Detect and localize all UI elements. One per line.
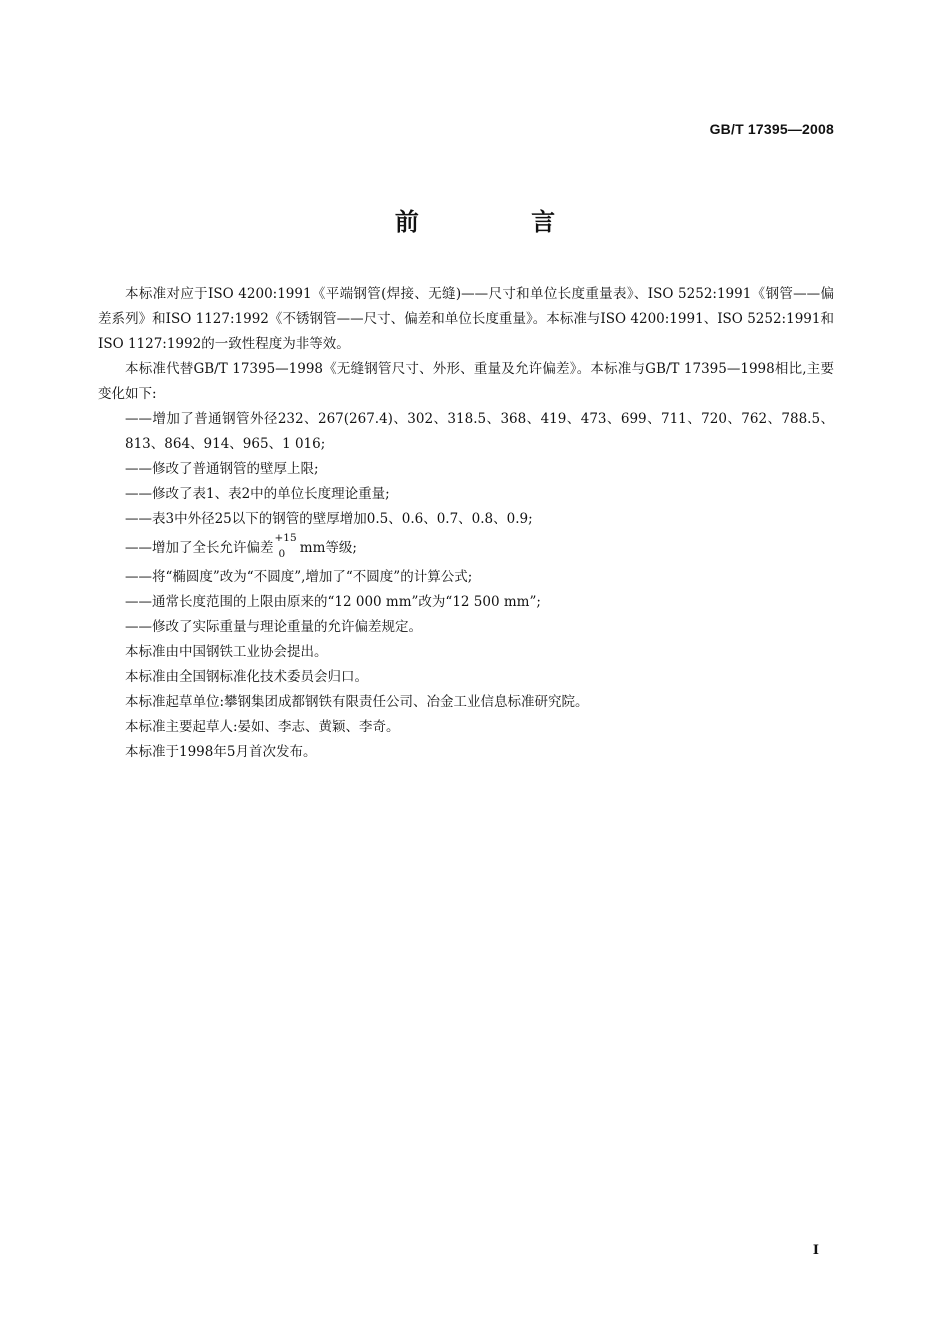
- paragraph-replacement: 本标准代替GB/T 17395—1998《无缝钢管尺寸、外形、重量及允许偏差》。本标准与GB/T 17395—1998相比,主要变化如下:: [98, 361, 834, 402]
- standard-code: GB/T 17395—2008: [709, 121, 834, 137]
- closing-administrator: 本标准由全国钢标准化技术委员会归口。: [125, 669, 368, 685]
- paragraph-correspondence: 本标准对应于ISO 4200:1991《平端钢管(焊接、无缝)——尺寸和单位长度重量表》、ISO 5252:1991《钢管——偏差系列》和ISO 1127:1992《不锈钢管——尺寸、偏差和单位长度重量》。本标准与ISO 4200:1991、ISO 5252:1991和ISO 1127:1992的一致性程度为非等效。: [98, 286, 834, 352]
- change-item: ——将“椭圆度”改为“不圆度”,增加了“不圆度”的计算公式;: [125, 569, 473, 585]
- closing-drafting-units: 本标准起草单位:攀钢集团成都钢铁有限责任公司、冶金工业信息标准研究院。: [125, 694, 589, 710]
- change-item: ——修改了表1、表2中的单位长度理论重量;: [125, 486, 390, 502]
- closing-first-release: 本标准于1998年5月首次发布。: [125, 744, 317, 760]
- tolerance-upper: +15: [274, 532, 297, 544]
- change-item-tolerance: [98, 532, 834, 565]
- change-item: ——修改了实际重量与理论重量的允许偏差规定。: [125, 619, 422, 635]
- foreword-body: [98, 282, 834, 765]
- change-item: ——增加了普通钢管外径232、267(267.4)、302、318.5、368、419、473、699、711、720、762、788.5、813、864、914、965、1 016;: [125, 411, 834, 452]
- change-item: ——修改了普通钢管的壁厚上限;: [125, 461, 319, 477]
- tolerance-prefix: ——增加了全长允许偏差: [125, 540, 274, 556]
- change-item: ——通常长度范围的上限由原来的“12 000 mm”改为“12 500 mm”;: [125, 594, 541, 610]
- tolerance-lower: 0: [278, 548, 286, 560]
- closing-proposer: 本标准由中国钢铁工业协会提出。: [125, 644, 328, 660]
- closing-drafters: 本标准主要起草人:晏如、李志、黄颖、李奇。: [125, 719, 400, 735]
- tolerance-suffix: mm等级;: [295, 540, 357, 556]
- change-item: ——表3中外径25以下的钢管的壁厚增加0.5、0.6、0.7、0.8、0.9;: [125, 511, 533, 527]
- page-title: 前 言: [394, 208, 608, 236]
- tolerance-stack: [274, 532, 297, 561]
- page-number: I: [812, 1243, 819, 1258]
